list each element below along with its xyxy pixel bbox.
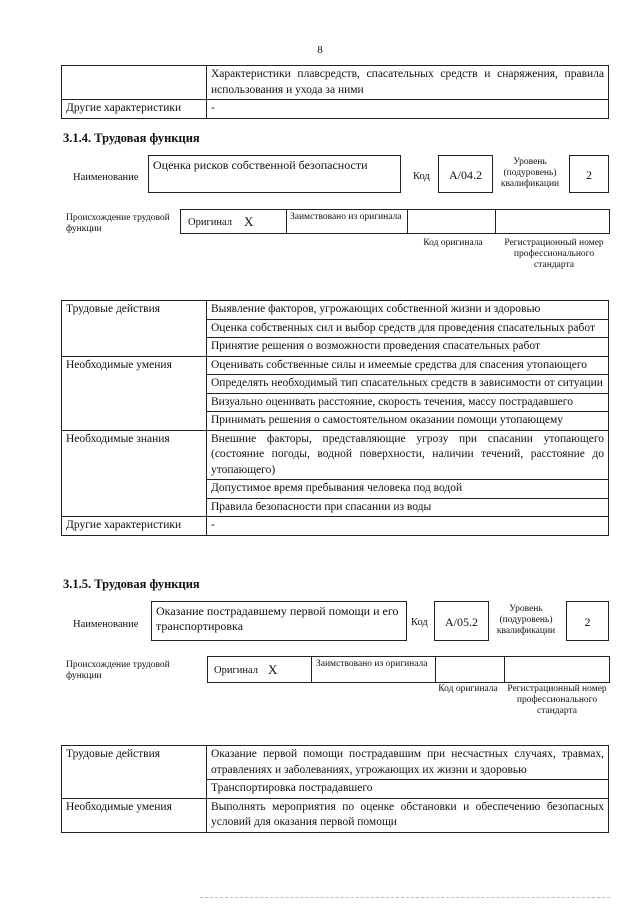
row-label: [62, 66, 207, 100]
f315-origin-label: Происхождение трудовой функции: [66, 660, 170, 681]
f315-level-label: Уровень (подуровень) квалификации: [496, 604, 556, 636]
row-cell: Принятие решения о возможности проведения спасательных работ: [207, 338, 609, 357]
f314-level-label: Уровень (подуровень) квалификации: [500, 157, 560, 189]
row-cell: Визуально оценивать расстояние, скорость течения, массу пострадавшего: [207, 393, 609, 412]
f314-level-box: [569, 155, 609, 193]
f315-level-box: [566, 601, 609, 641]
row-cell: Оценка собственных сил и выбор средств для проведения спасательных работ: [207, 319, 609, 338]
row-cell: Допустимое время пребывания человека под водой: [207, 480, 609, 499]
f315-name-value: Оказание пострадавшему первой помощи и его транспортировка: [156, 604, 399, 633]
f314-level-value: 2: [586, 168, 592, 182]
table-row: [62, 517, 609, 536]
row-cell: Принимать решения о самостоятельном оказании помощи утопающему: [207, 412, 609, 431]
table-row: [62, 356, 609, 375]
row-cell: Оценивать собственные силы и имеемые средства для спасения утопающего: [207, 356, 609, 375]
table-row: [62, 430, 609, 480]
f315-level-value: 2: [584, 615, 591, 629]
row-label: Другие характеристики: [62, 100, 207, 119]
f314-name-box: [148, 155, 401, 193]
row-cell: Правила безопасности при спасании из воды: [207, 498, 609, 517]
table-row: [62, 301, 609, 320]
f314-code-label: Код: [413, 171, 430, 182]
row-cell: Транспортировка пострадавшего: [207, 780, 609, 799]
row-cell: Выявление факторов, угрожающих собственной жизни и здоровью: [207, 301, 609, 320]
row-cell: Характеристики плавсредств, спасательных средств и снаряжения, правила использования и ухода за ними: [207, 66, 609, 100]
page-number: 8: [317, 44, 323, 56]
row-label: Другие характеристики: [62, 517, 207, 536]
f314-borrowed-label: Заимствовано из оригинала: [290, 212, 402, 222]
row-label: Трудовые действия: [62, 301, 207, 357]
f314-code-value: A/04.2: [449, 168, 482, 182]
f315-original-mark: X: [268, 662, 278, 677]
f314-original-label: Оригинал: [188, 217, 232, 228]
f315-code-orig-label: Код оригинала: [438, 684, 498, 694]
row-cell: -: [207, 100, 609, 119]
table-row: [62, 798, 609, 832]
table-row: [62, 100, 609, 119]
f315-origin-box: [207, 656, 610, 683]
f315-details-table: [61, 745, 609, 833]
f315-code-box: [434, 601, 489, 641]
f314-name-label: Наименование: [73, 172, 139, 183]
f314-origin-label: Происхождение трудовой функции: [66, 213, 170, 234]
f314-name-value: Оценка рисков собственной безопасности: [153, 158, 368, 172]
f314-reg-label: Регистрационный номер профессионального стандарта: [504, 238, 604, 270]
section-title-3-1-4: 3.1.4. Трудовая функция: [63, 131, 200, 145]
top-characteristics-table: [61, 65, 609, 119]
row-cell: Внешние факторы, представляющие угрозу при спасании утопающего (состояние погоды, водной поверхности, наличии течений, расстояние до утопающего): [207, 430, 609, 480]
f314-code-orig-label: Код оригинала: [423, 238, 483, 248]
table-row: [62, 746, 609, 780]
f314-origin-box: [180, 209, 610, 234]
row-cell: -: [207, 517, 609, 536]
f314-original-mark: X: [244, 214, 254, 229]
f315-reg-label: Регистрационный номер профессионального стандарта: [507, 684, 607, 716]
f315-borrowed-label: Заимствовано из оригинала: [316, 659, 428, 669]
f315-name-label: Наименование: [73, 619, 139, 630]
section-title-3-1-5: 3.1.5. Трудовая функция: [63, 577, 200, 591]
row-cell: Определять необходимый тип спасательных средств в зависимости от ситуации: [207, 375, 609, 394]
f315-code-value: A/05.2: [445, 615, 478, 629]
row-cell: Выполнять мероприятия по оценке обстановки и обеспечению безопасных условий для оказания первой помощи: [207, 798, 609, 832]
table-row: [62, 66, 609, 100]
f314-code-box: [438, 155, 493, 193]
row-label: Необходимые знания: [62, 430, 207, 517]
row-label: Необходимые умения: [62, 798, 207, 832]
f315-code-label: Код: [411, 617, 428, 628]
f315-original-label: Оригинал: [214, 665, 258, 676]
row-label: Трудовые действия: [62, 746, 207, 799]
f314-details-table: [61, 300, 609, 536]
f315-name-box: [151, 601, 407, 641]
page-bottom-edge: [200, 897, 610, 898]
row-label: Необходимые умения: [62, 356, 207, 430]
row-cell: Оказание первой помощи пострадавшим при несчастных случаях, травмах, отравлениях и заболеваниях, угрожающих их жизни и здоровью: [207, 746, 609, 780]
